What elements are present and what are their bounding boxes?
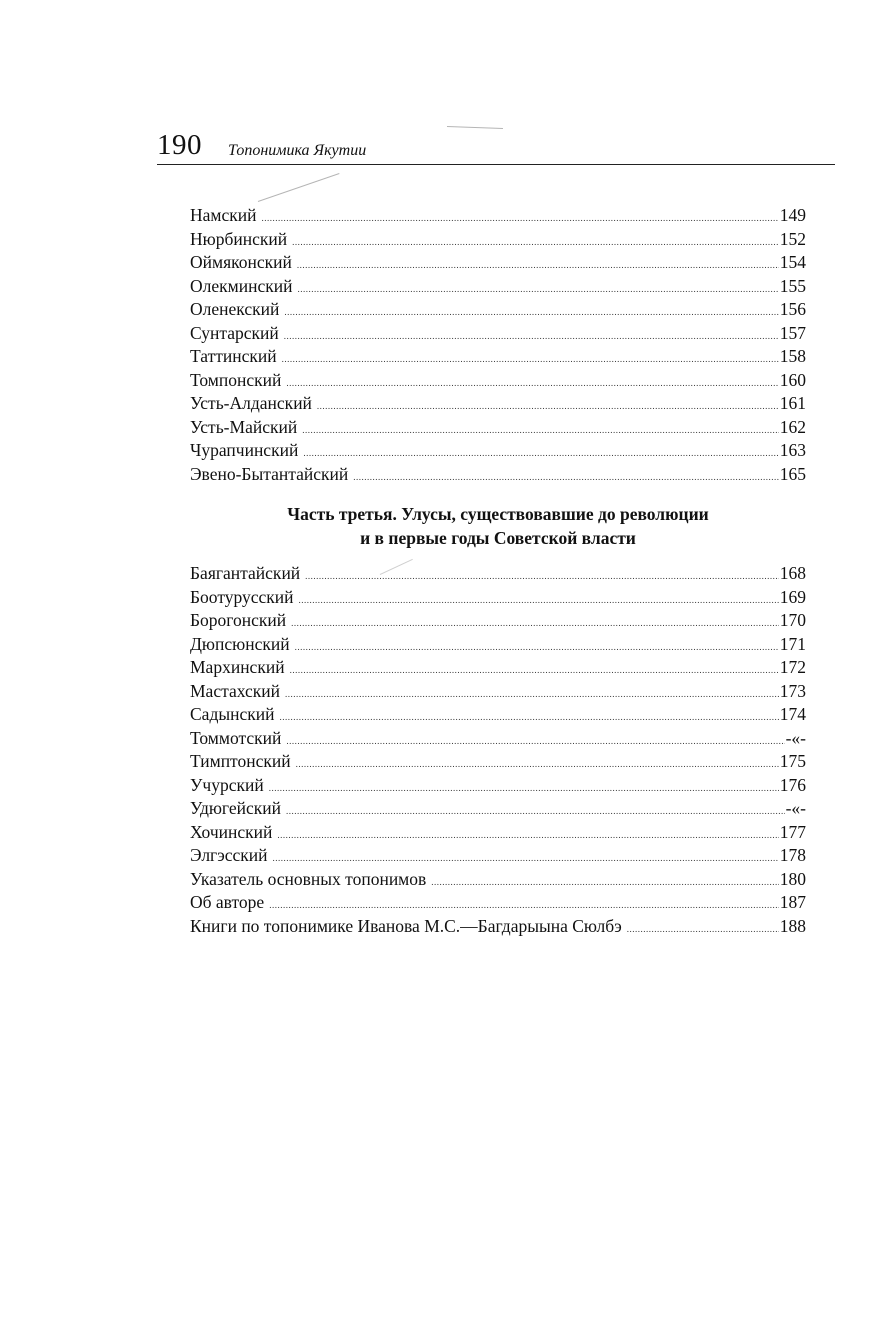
- toc-entry-page: 152: [779, 228, 806, 249]
- toc-leader-dots: [284, 301, 778, 325]
- toc-entry[interactable]: [190, 633, 806, 657]
- toc-entry-label: Дюпсюнский: [190, 633, 290, 654]
- toc-entry-page: 161: [779, 393, 806, 413]
- toc-leader-dots: [282, 348, 779, 372]
- toc-entry-label: Мархинский: [190, 657, 285, 677]
- toc-part-three: [190, 562, 806, 938]
- toc-entry-label: Оленекский: [190, 299, 280, 319]
- toc-leader-dots: [627, 918, 779, 942]
- toc-entry-page: 162: [779, 416, 806, 437]
- toc-entry-label: Намский: [190, 205, 257, 225]
- toc-entry-label: Удюгейский: [190, 798, 281, 818]
- toc-leader-dots: [285, 683, 779, 707]
- toc-entry-page: 175: [779, 751, 806, 771]
- toc-entry-label: Учурский: [190, 774, 264, 795]
- toc-entry[interactable]: [190, 774, 806, 798]
- toc-leader-dots: [297, 254, 779, 278]
- toc-leader-dots: [297, 278, 778, 302]
- toc-entry[interactable]: [190, 609, 806, 633]
- toc-entry-page: 149: [779, 205, 806, 225]
- part-three-heading-line2: и в первые годы Советской власти: [360, 528, 636, 548]
- toc-entry-label: Об авторе: [190, 892, 265, 912]
- toc-entry[interactable]: [190, 750, 806, 774]
- toc-entry-page: 178: [779, 845, 806, 865]
- toc-entry-label: Нюрбинский: [190, 228, 288, 249]
- toc-leader-dots: [269, 777, 779, 801]
- toc-entry[interactable]: [190, 439, 806, 463]
- toc-entry-page: 165: [779, 463, 806, 484]
- toc-entry-page: 173: [779, 680, 806, 701]
- toc-leader-dots: [292, 231, 779, 255]
- toc-leader-dots: [277, 824, 778, 848]
- toc-entry[interactable]: [190, 275, 806, 299]
- part-three-heading: [190, 502, 806, 550]
- toc-entry-label: Сунтарский: [190, 322, 279, 343]
- toc-entry-page: 174: [779, 704, 806, 724]
- toc-entry[interactable]: [190, 463, 806, 487]
- toc-leader-dots: [353, 466, 779, 490]
- toc-entry-label: Тимптонский: [190, 751, 291, 771]
- toc-entry[interactable]: [190, 322, 806, 346]
- toc-entry-label: Томпонский: [190, 369, 282, 390]
- toc-entry[interactable]: [190, 345, 806, 369]
- toc-entry[interactable]: [190, 298, 806, 322]
- toc-entry[interactable]: [190, 562, 806, 586]
- toc-entry-label: Томмотский: [190, 727, 282, 748]
- toc-leader-dots: [305, 565, 779, 589]
- toc-entry[interactable]: [190, 204, 806, 228]
- toc-entry-label: Эвено-Бытантайский: [190, 463, 349, 484]
- toc-leader-dots: [261, 207, 778, 231]
- toc-entry-label: Олекминский: [190, 275, 293, 296]
- toc-entry-page: 188: [779, 915, 806, 936]
- toc-entry-page: 156: [779, 299, 806, 319]
- toc-entry[interactable]: [190, 656, 806, 680]
- toc-entry-page: 157: [779, 322, 806, 343]
- toc-leader-dots: [279, 706, 778, 730]
- toc-entry[interactable]: [190, 821, 806, 845]
- toc-entry-page: 177: [779, 821, 806, 842]
- toc-entry-label: Борогонский: [190, 610, 287, 630]
- toc-leader-dots: [299, 589, 779, 613]
- toc-leader-dots: [296, 753, 779, 777]
- toc-entry[interactable]: [190, 703, 806, 727]
- scan-artifact: [258, 173, 340, 202]
- toc-entry-page: 172: [779, 657, 806, 677]
- toc-entry-label: Баягантайский: [190, 563, 301, 583]
- toc-entry[interactable]: [190, 228, 806, 252]
- toc-entry-page: 168: [779, 563, 806, 583]
- toc-entry[interactable]: [190, 680, 806, 704]
- toc-leader-dots: [290, 659, 779, 683]
- toc-entry-page: 158: [779, 346, 806, 366]
- toc-entry-label: Оймяконский: [190, 252, 292, 272]
- toc-entry-page: 187: [779, 892, 806, 912]
- toc-entry-label: Элгэсский: [190, 845, 268, 865]
- toc-entry-page: -«-: [785, 798, 806, 818]
- toc-entry-label: Таттинский: [190, 346, 277, 366]
- toc-leader-dots: [303, 442, 778, 466]
- toc-entry-page: 170: [779, 610, 806, 630]
- toc-entry-page: 176: [779, 774, 806, 795]
- toc-entry-page: 180: [779, 868, 806, 889]
- toc-entry[interactable]: [190, 251, 806, 275]
- toc-entry[interactable]: [190, 868, 806, 892]
- toc-entry[interactable]: [190, 915, 806, 939]
- toc-entry-page: 155: [779, 275, 806, 296]
- toc-leader-dots: [286, 372, 778, 396]
- toc-leader-dots: [295, 636, 779, 660]
- toc-entry-label: Хочинский: [190, 821, 273, 842]
- page-number: 190: [157, 129, 202, 161]
- toc-entry[interactable]: [190, 369, 806, 393]
- toc-entry-label: Садынский: [190, 704, 275, 724]
- toc-entry-page: 160: [779, 369, 806, 390]
- toc-entry-label: Мастахский: [190, 680, 280, 701]
- toc-entry[interactable]: [190, 891, 806, 915]
- toc-districts: [190, 204, 806, 486]
- toc-entry-page: 169: [779, 586, 806, 607]
- toc-leader-dots: [286, 730, 784, 754]
- toc-leader-dots: [317, 395, 779, 419]
- toc-leader-dots: [431, 871, 778, 895]
- toc-entry-page: -«-: [785, 727, 806, 748]
- toc-entry-label: Усть-Алданский: [190, 393, 312, 413]
- toc-entry-label: Боотурусский: [190, 586, 294, 607]
- toc-entry-page: 171: [779, 633, 806, 654]
- toc-leader-dots: [291, 612, 779, 636]
- book-title: Топонимика Якутии: [228, 142, 367, 159]
- toc-leader-dots: [302, 419, 779, 443]
- toc-entry-label: Усть-Майский: [190, 416, 298, 437]
- running-head: [157, 128, 835, 165]
- toc-entry[interactable]: [190, 727, 806, 751]
- toc-entry-label: Указатель основных топонимов: [190, 868, 427, 889]
- part-three-heading-line1: Часть третья. Улусы, существовавшие до революции: [287, 504, 709, 524]
- toc-entry-page: 163: [779, 440, 806, 460]
- toc-entry[interactable]: [190, 586, 806, 610]
- toc-entry[interactable]: [190, 797, 806, 821]
- toc-entry-label: Книги по топонимике Иванова М.С.—Багдарыына Сюлбэ: [190, 915, 622, 936]
- toc-entry-label: Чурапчинский: [190, 440, 299, 460]
- toc-entry[interactable]: [190, 416, 806, 440]
- toc-leader-dots: [284, 325, 779, 349]
- toc-entry-page: 154: [779, 252, 806, 272]
- toc-entry[interactable]: [190, 392, 806, 416]
- toc-leader-dots: [286, 800, 785, 824]
- toc-entry[interactable]: [190, 844, 806, 868]
